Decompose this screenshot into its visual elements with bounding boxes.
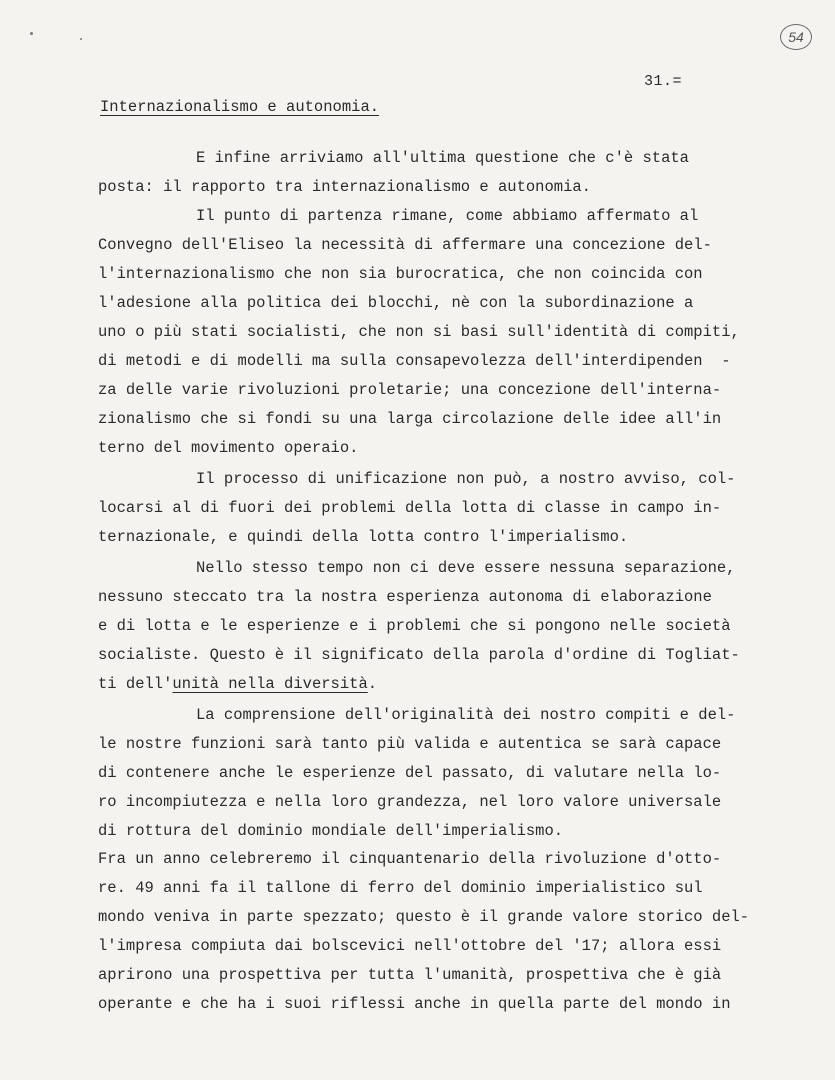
text-line: Fra un anno celebreremo il cinquantenario della rivoluzione d'otto- [98, 850, 722, 868]
text-line: l'adesione alla politica dei blocchi, nè con la subordinazione a [98, 294, 694, 312]
text-line: terno del movimento operaio. [98, 439, 359, 457]
text-line: aprirono una prospettiva per tutta l'umanità, prospettiva che è già [98, 966, 722, 984]
section-title: Internazionalismo e autonomia. [100, 98, 380, 116]
text-line-togliatti [98, 674, 377, 694]
archive-stamp: 54 [780, 24, 812, 50]
text-line: La comprensione dell'originalità dei nostro compiti e del- [196, 706, 736, 724]
text-line: operante e che ha i suoi riflessi anche in quella parte del mondo in [98, 995, 731, 1013]
togliatti-suffix: . [367, 675, 378, 693]
text-line: zionalismo che si fondi su una larga circolazione delle idee all'in [98, 410, 722, 428]
text-line: uno o più stati socialisti, che non si basi sull'identità di compiti, [98, 323, 740, 341]
text-line: ternazionale, e quindi della lotta contro l'imperialismo. [98, 528, 629, 546]
text-line: di metodi e di modelli ma sulla consapevolezza dell'interdipenden - [98, 352, 731, 370]
scan-speck [80, 38, 82, 40]
text-line: e di lotta e le esperienze e i problemi che si pongono nelle società [98, 617, 731, 635]
text-line: locarsi al di fuori dei problemi della lotta di classe in campo in- [98, 499, 722, 517]
text-line: socialiste. Questo è il significato della parola d'ordine di Togliat- [98, 646, 740, 664]
text-line: l'impresa compiuta dai bolscevici nell'ottobre del '17; allora essi [98, 937, 722, 955]
togliatti-prefix: ti dell' [98, 675, 173, 693]
text-line: l'internazionalismo che non sia burocratica, che non coincida con [98, 265, 703, 283]
text-line: Nello stesso tempo non ci deve essere nessuna separazione, [196, 559, 736, 577]
text-line: re. 49 anni fa il tallone di ferro del dominio imperialistico sul [98, 879, 703, 897]
text-line: Il processo di unificazione non può, a nostro avviso, col- [196, 470, 736, 488]
text-line: ro incompiutezza e nella loro grandezza, nel loro valore universale [98, 793, 722, 811]
text-line: di rottura del dominio mondiale dell'imperialismo. [98, 822, 564, 840]
text-line: Convegno dell'Eliseo la necessità di affermare una concezione del- [98, 236, 712, 254]
text-line: mondo veniva in parte spezzato; questo è il grande valore storico del- [98, 908, 750, 926]
scan-speck [30, 32, 33, 35]
text-line: za delle varie rivoluzioni proletarie; una concezione dell'interna- [98, 381, 722, 399]
text-line: nessuno steccato tra la nostra esperienza autonoma di elaborazione [98, 588, 712, 606]
underlined-phrase: unità nella diversità [172, 675, 368, 693]
page-number: 31.= [644, 73, 683, 90]
text-line: di contenere anche le esperienze del passato, di valutare nella lo- [98, 764, 722, 782]
text-line: E infine arriviamo all'ultima questione che c'è stata [196, 149, 689, 167]
text-line: le nostre funzioni sarà tanto più valida e autentica se sarà capace [98, 735, 722, 753]
text-line: posta: il rapporto tra internazionalismo e autonomia. [98, 178, 591, 196]
text-line: Il punto di partenza rimane, come abbiamo affermato al [196, 207, 699, 225]
